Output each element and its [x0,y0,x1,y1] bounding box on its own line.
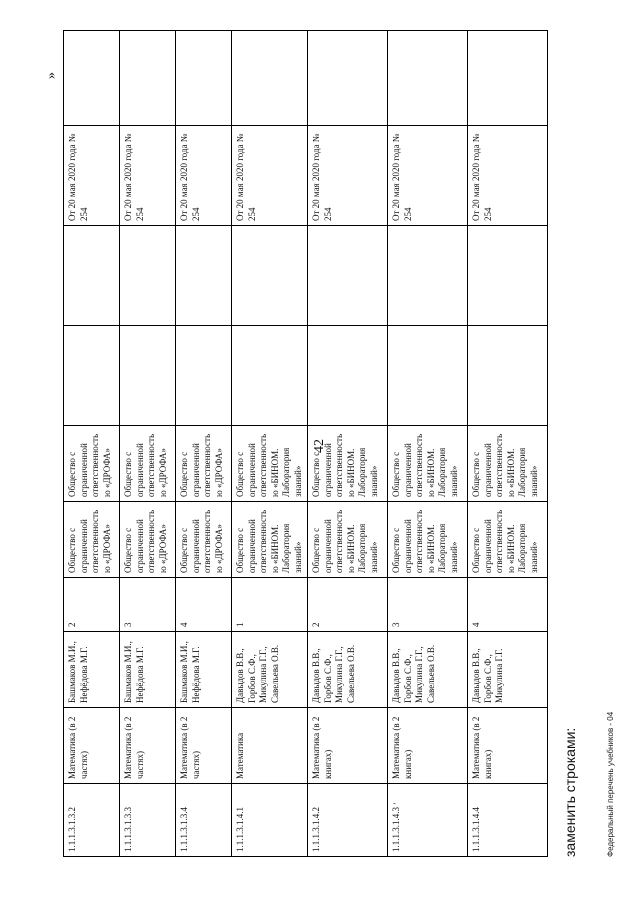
cell-title: Математика (в 2 книгах) [468,708,548,784]
cell-empty1 [176,326,232,426]
cell-title: Математика [232,708,308,784]
cell-empty2 [120,226,176,326]
cell-publisher2: Общество с ограниченной ответственностью «БИНОМ. Лаборатория знаний» [232,426,308,502]
cell-order: От 20 мая 2020 года № 254 [468,126,548,226]
cell-authors: Давыдов В.В., Горбов С.Ф., Микулина Г.Г. [468,632,548,708]
cell-publisher1: Общество с ограниченной ответственностью «БИНОМ. Лаборатория знаний» [308,502,388,578]
cell-empty3 [120,31,176,126]
cell-empty3 [64,31,120,126]
cell-code: 1.1.1.3.1.4.4 [468,784,548,857]
cell-grade: 2 [64,578,120,632]
cell-grade: 3 [388,578,468,632]
cell-empty1 [232,326,308,426]
page-number: 42 [312,439,327,453]
cell-title: Математика (в 2 частях) [176,708,232,784]
cell-empty2 [468,226,548,326]
cell-authors: Башмаков М.И., Нефёдова М.Г. [176,632,232,708]
cell-code: 1.1.1.3.1.3.3 [120,784,176,857]
cell-publisher2: Общество с ограниченной ответственностью «БИНОМ. Лаборатория знаний» [388,426,468,502]
cell-empty2 [64,226,120,326]
cell-code: 1.1.1.3.1.4.1 [232,784,308,857]
replace-with-rows-text: заменить строками: [562,727,578,857]
cell-publisher2: Общество с ограниченной ответственностью «БИНОМ. Лаборатория знаний» [468,426,548,502]
table-row [64,31,120,857]
cell-empty3 [176,31,232,126]
cell-title: Математика (в 2 книгах) [308,708,388,784]
cell-grade: 1 [232,578,308,632]
cell-empty2 [176,226,232,326]
cell-publisher1: Общество с ограниченной ответственностью «ДРОФА» [64,502,120,578]
cell-authors: Давыдов В.В., Горбов С.Ф., Микулина Г.Г., Савельева О.В. [308,632,388,708]
cell-code: 1.1.1.3.1.3.4 [176,784,232,857]
cell-empty1 [64,326,120,426]
cell-title: Математика (в 2 частях) [64,708,120,784]
cell-empty1 [308,326,388,426]
cell-order: От 20 мая 2020 года № 254 [308,126,388,226]
cell-code: 1.1.1.3.1.3.2 [64,784,120,857]
footer-note: Федеральный перечень учебников - 04 [606,711,615,857]
cell-title: Математика (в 2 книгах) [388,708,468,784]
cell-code: 1.1.1.3.1.4.2 [308,784,388,857]
cell-grade: 4 [176,578,232,632]
cell-empty2 [308,226,388,326]
cell-order: От 20 мая 2020 года № 254 [176,126,232,226]
cell-empty3 [232,31,308,126]
closing-quote-mark: » [44,72,59,79]
cell-publisher2: Общество с ограниченной ответственностью «ДРОФА» [120,426,176,502]
table-body [64,31,548,857]
cell-title: Математика (в 2 частях) [120,708,176,784]
cell-publisher1: Общество с ограниченной ответственностью «БИНОМ. Лаборатория знаний» [388,502,468,578]
cell-grade: 3 [120,578,176,632]
cell-empty1 [468,326,548,426]
margin-mark: ’ [392,802,401,805]
cell-publisher2: Общество с ограниченной ответственностью «ДРОФА» [64,426,120,502]
cell-order: От 20 мая 2020 года № 254 [64,126,120,226]
cell-empty2 [388,226,468,326]
cell-authors: Давыдов В.В., Горбов С.Ф., Микулина Г.Г., Савельева О.В. [232,632,308,708]
cell-order: От 20 мая 2020 года № 254 [120,126,176,226]
cell-empty3 [388,31,468,126]
cell-empty2 [232,226,308,326]
table-row [120,31,176,857]
cell-grade: 4 [468,578,548,632]
table-row [308,31,388,857]
cell-empty1 [388,326,468,426]
cell-authors: Давыдов В.В., Горбов С.Ф., Микулина Г.Г., Савельева О.В. [388,632,468,708]
table-row [468,31,548,857]
cell-empty1 [120,326,176,426]
cell-publisher2: Общество с ограниченной ответственностью «БИНОМ. Лаборатория знаний» [308,426,388,502]
cell-authors: Башмаков М.И., Нефёдова М.Г. [120,632,176,708]
cell-grade: 2 [308,578,388,632]
cell-code: 1.1.1.3.1.4.3 [388,784,468,857]
textbook-table [63,30,548,857]
cell-publisher2: Общество с ограниченной ответственностью «ДРОФА» [176,426,232,502]
table-row [176,31,232,857]
cell-publisher1: Общество с ограниченной ответственностью «ДРОФА» [120,502,176,578]
cell-publisher1: Общество с ограниченной ответственностью «БИНОМ. Лаборатория знаний» [232,502,308,578]
cell-publisher1: Общество с ограниченной ответственностью «БИНОМ. Лаборатория знаний» [468,502,548,578]
table-row [388,31,468,857]
table-row [232,31,308,857]
cell-authors: Башмаков М.И., Нефёдова М.Г. [64,632,120,708]
cell-order: От 20 мая 2020 года № 254 [232,126,308,226]
cell-publisher1: Общество с ограниченной ответственностью «ДРОФА» [176,502,232,578]
cell-order: От 20 мая 2020 года № 254 [388,126,468,226]
cell-empty3 [308,31,388,126]
cell-empty3 [468,31,548,126]
